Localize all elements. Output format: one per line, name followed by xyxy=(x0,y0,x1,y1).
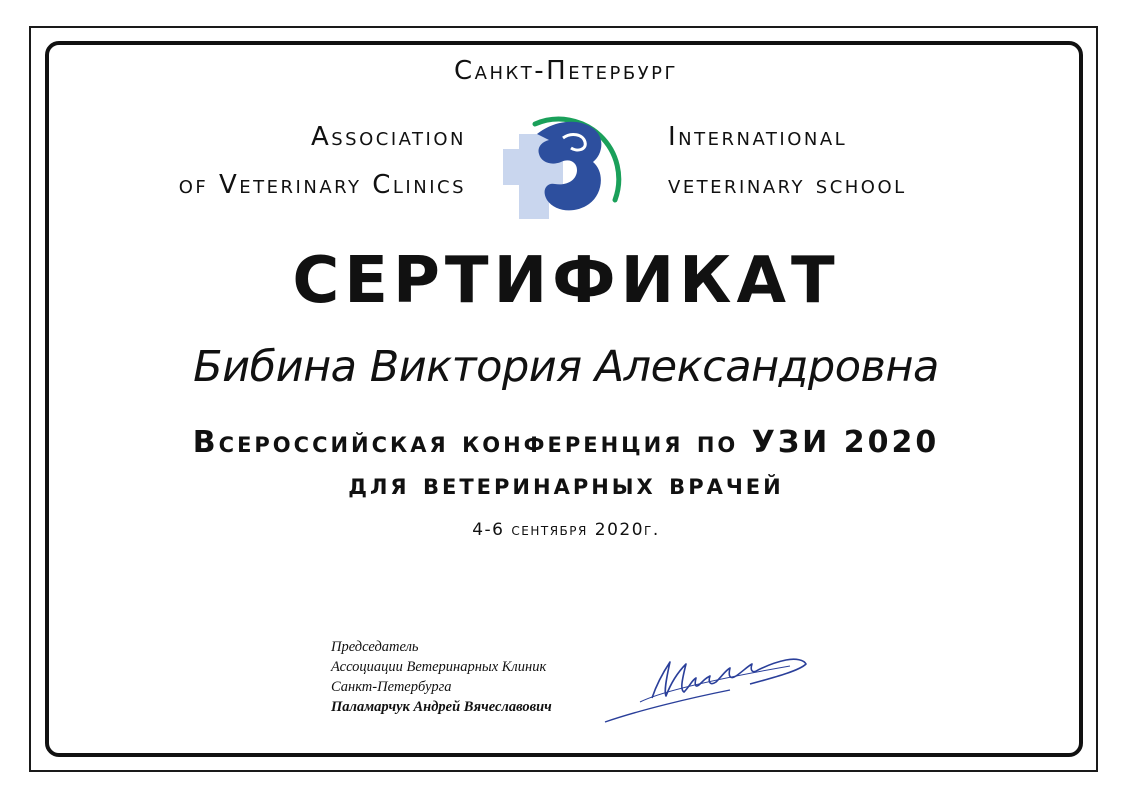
event-title-line-2: для ветеринарных врачей xyxy=(348,467,784,502)
association-line-2: of Veterinary Clinics xyxy=(178,170,466,200)
association-name xyxy=(90,113,466,209)
veterinary-logo-icon xyxy=(497,104,637,229)
signatory-name: Паламарчук Андрей Вячеславович xyxy=(331,699,552,715)
school-line-2: veterinary school xyxy=(668,170,907,200)
school-line-1: International xyxy=(668,122,848,152)
signatory-organization: Ассоциации Ветеринарных Клиник xyxy=(331,659,547,675)
recipient-name: Бибина Виктория Александровна xyxy=(193,342,939,392)
signatory-block xyxy=(331,637,552,717)
school-name xyxy=(668,113,1028,209)
event-title-line-1: Всероссийская конференция по УЗИ 2020 xyxy=(192,425,940,460)
city-heading: Санкт-Петербург xyxy=(454,56,678,86)
certificate-title: СЕРТИФИКАТ xyxy=(292,244,840,318)
signatory-city: Санкт-Петербурга xyxy=(331,679,452,695)
association-line-1: Association xyxy=(310,122,466,152)
event-title xyxy=(0,422,1132,506)
signatory-position: Председатель xyxy=(331,639,419,655)
event-dates: 4-6 сентября 2020г. xyxy=(472,520,660,540)
handwritten-signature-icon xyxy=(600,640,815,730)
